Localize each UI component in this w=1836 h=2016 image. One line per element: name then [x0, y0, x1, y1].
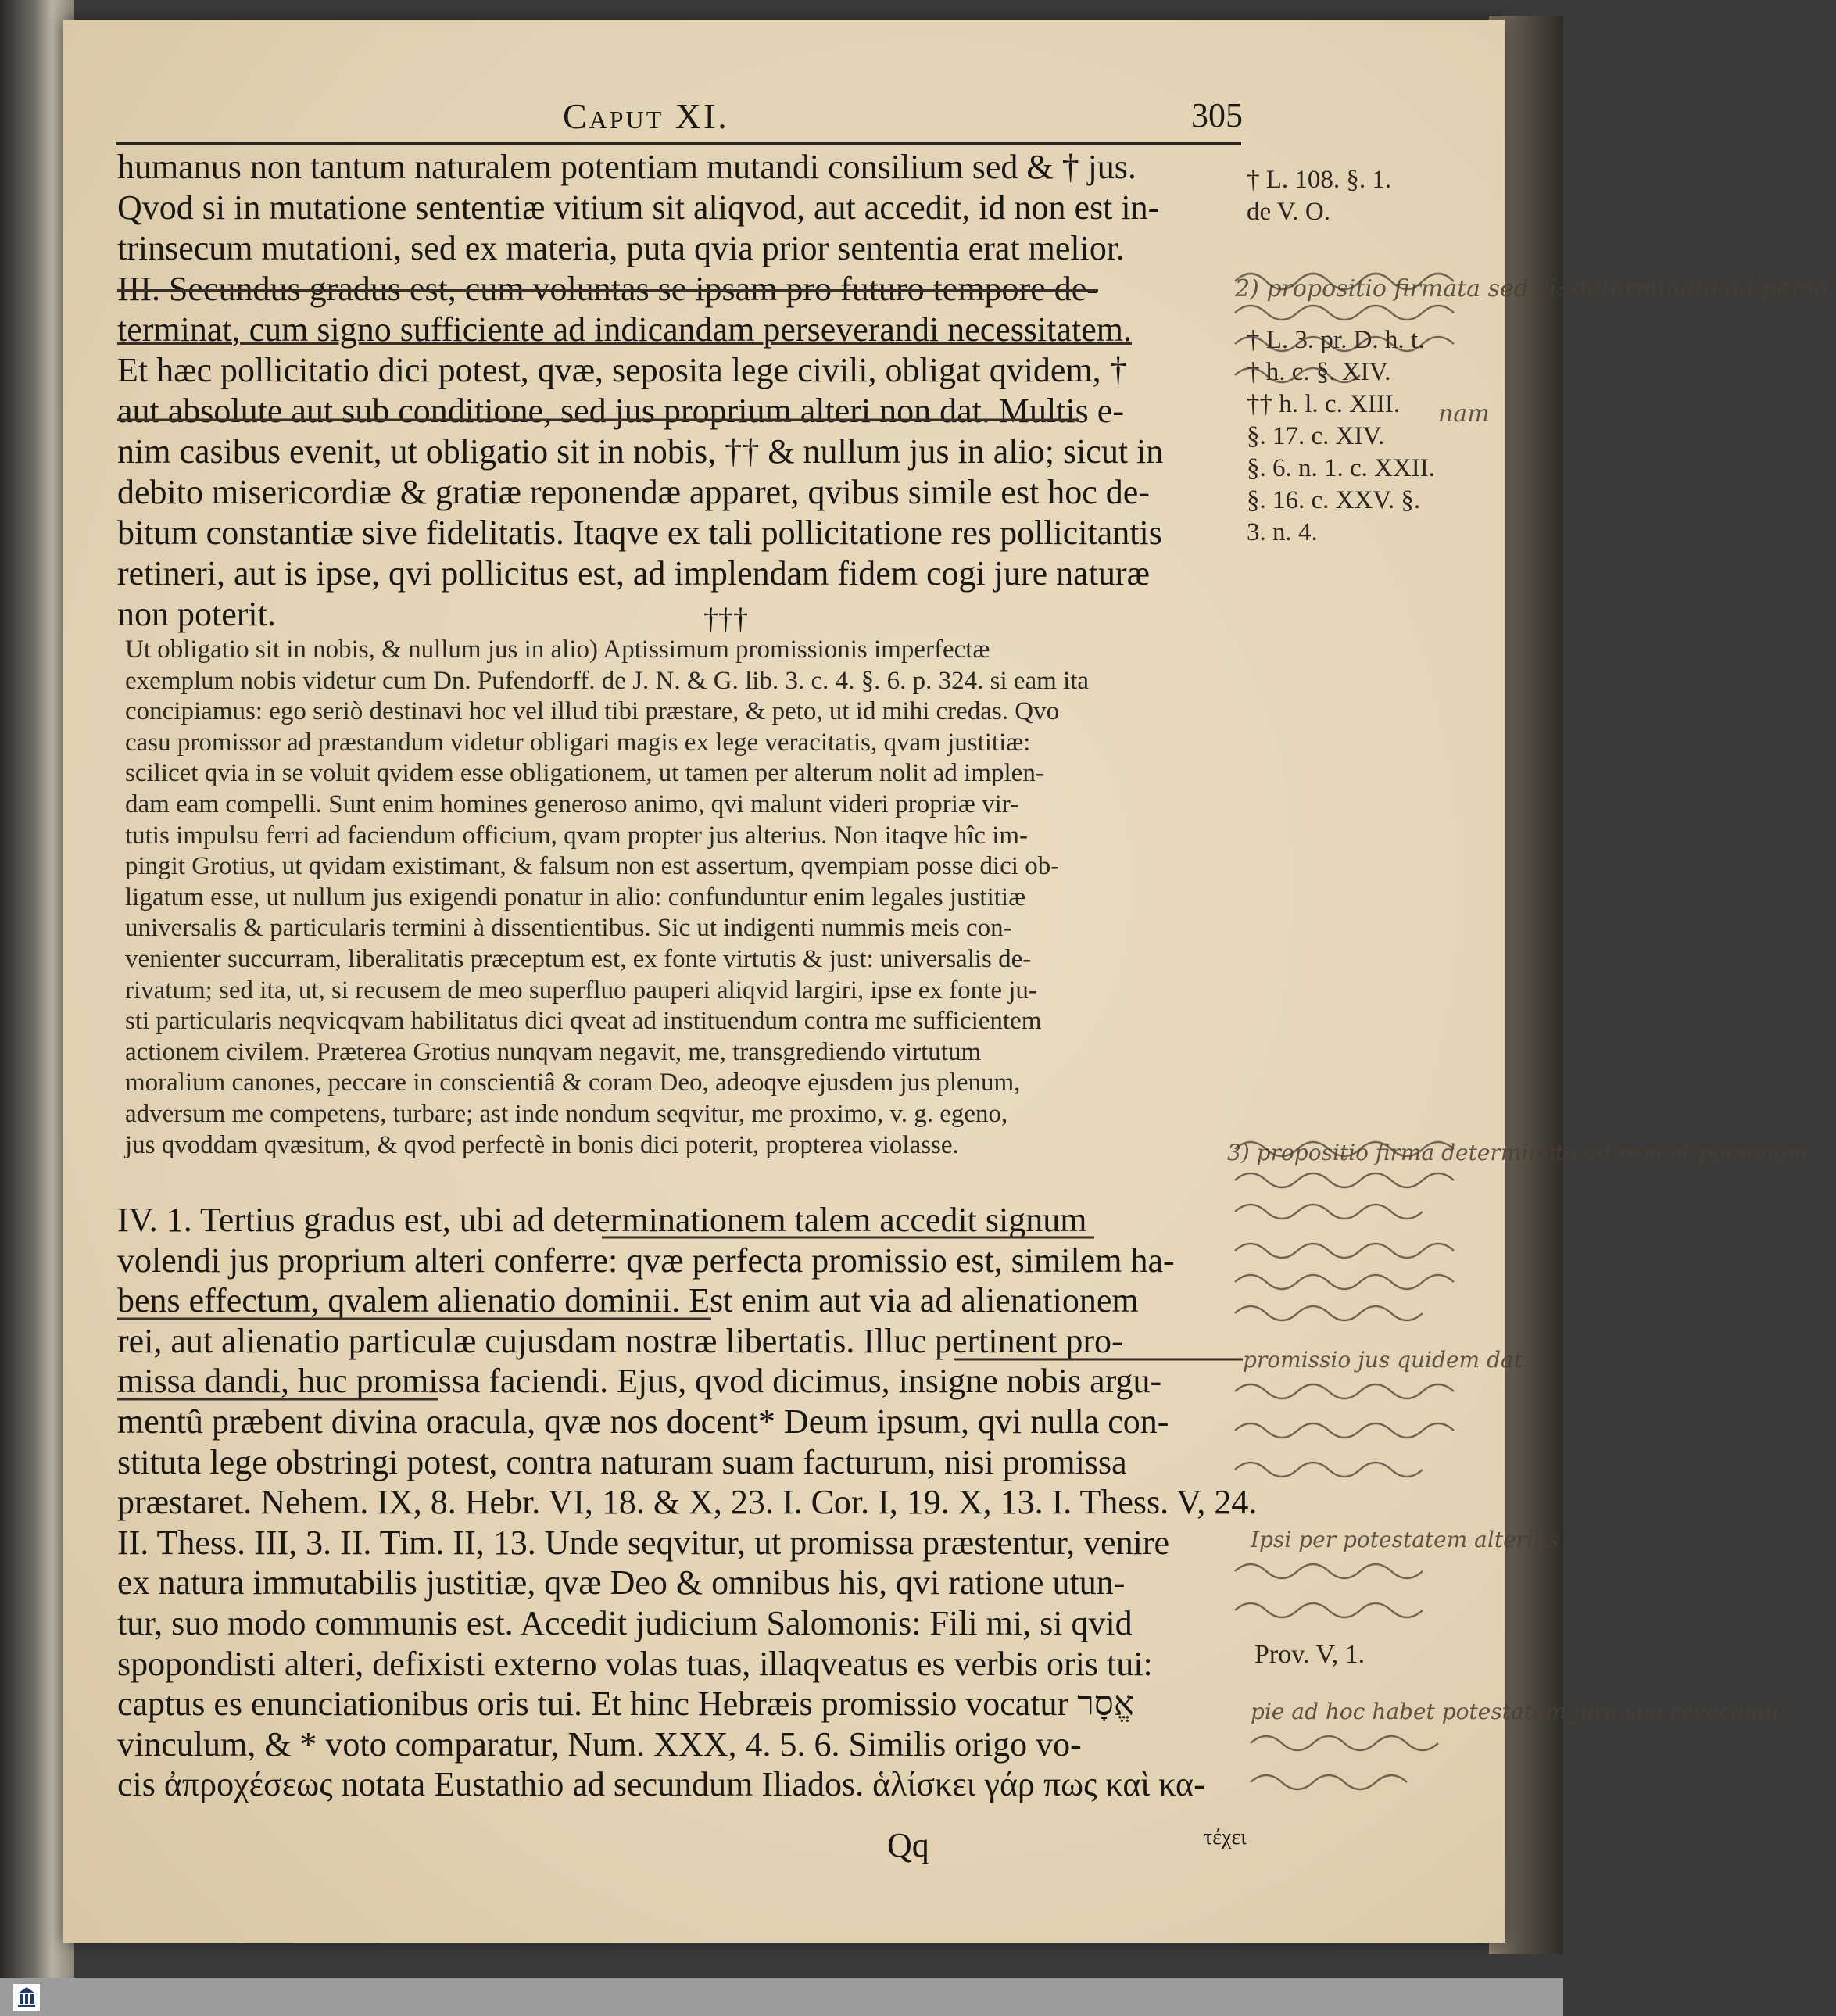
- library-logo: [12, 1982, 41, 2012]
- margin-note: † L. 108. §. 1.: [1247, 166, 1392, 194]
- catchword: Qq: [887, 1826, 929, 1864]
- text-line: captus es enunciationibus oris tui. Et hinc Hebræis promissio vocatur אֱסָר: [117, 1685, 1135, 1724]
- footnote-block: [125, 635, 1235, 1161]
- text-line: II. Thess. III, 3. II. Tim. II, 13. Unde seqvitur, ut promissa præstentur, venire: [117, 1523, 1170, 1562]
- printed-marginalia: [1247, 164, 1481, 549]
- note-line: Ut obligatio sit in nobis, & nullum jus in alio) Aptissimum promissionis imperfectæ: [125, 636, 990, 664]
- text-line: vinculum, & * voto comparatur, Num. XXX, 4. 5. 6. Similis origo vo-: [117, 1724, 1082, 1764]
- text-line: rei, aut alienatio particulæ cujusdam nostræ libertatis. Illuc pertinent pro-: [117, 1321, 1123, 1360]
- page-number: 305: [1191, 96, 1243, 134]
- margin-note: [1247, 228, 1481, 260]
- text-line: IV. 1. Tertius gradus est, ubi ad determinationem talem accedit signum: [117, 1201, 1087, 1239]
- dagger-marks: †††: [703, 603, 748, 636]
- note-line: tutis impulsu ferri ad faciendum officium, qvam propter jus alterius. Non itaqve hîc im-: [125, 821, 1029, 850]
- handwritten-note: pie ad hoc habet potestatem jura sua revocandi: [1251, 1699, 1780, 1724]
- note-line: universalis & particularis termini à dissentientibus. Sic ut indigenti nummis meis con-: [125, 914, 1012, 943]
- note-line: sti particularis neqvicqvam habilitatus dici qveat ad instituendum contra me sufficientem: [125, 1007, 1042, 1036]
- margin-note: §. 6. n. 1. c. XXII.: [1247, 454, 1436, 482]
- chapter-title: Caput XI.: [563, 96, 729, 136]
- note-line: adversum me competens, turbare; ast inde nondum seqvitur, me proximo, v. g. egeno,: [125, 1099, 1008, 1128]
- note-line: exemplum nobis videtur cum Dn. Pufendorff. de J. N. & G. lib. 3. c. 4. §. 6. p. 324. si eam ita: [125, 666, 1090, 695]
- text-line: Et hæc pollicitatio dici potest, qvæ, seposita lege civili, obligat qvidem, †: [117, 351, 1127, 389]
- handwritten-note: 3) propositio firma determinata ad rem et personam: [1227, 1140, 1808, 1166]
- margin-note: §. 17. c. XIV.: [1247, 422, 1385, 450]
- margin-note: de V. O.: [1247, 198, 1330, 226]
- note-line: ligatum esse, ut nullum jus exigendi ponatur in alio: confunduntur enim legales justitiæ: [125, 883, 1026, 911]
- handwritten-note: 2) propositio firmata sed ci: determinata ad perso-: [1235, 275, 1836, 303]
- text-line: III. Secundus gradus est, cum voluntas se ipsam pro futuro tempore de-: [117, 270, 1098, 308]
- text-line: volendi jus proprium alteri conferre: qvæ perfecta promissio est, similem ha-: [117, 1241, 1175, 1280]
- margin-reference: Prov. V, 1.: [1254, 1640, 1365, 1669]
- text-line: terminat, cum signo sufficiente ad indicandam perseverandi necessitatem.: [117, 310, 1132, 349]
- text-line: præstaret. Nehem. IX, 8. Hebr. VI, 18. & X, 23. I. Cor. I, 19. X, 13. I. Thess. V, 24.: [117, 1483, 1258, 1522]
- note-line: moralium canones, peccare in conscientiâ & coram Deo, adeoqve ejusdem jus plenum,: [125, 1069, 1021, 1098]
- text-line: spopondisti alteri, defixisti externo volas tuas, illaqveatus es verbis oris tui:: [117, 1644, 1153, 1683]
- margin-note: 3. n. 4.: [1247, 518, 1318, 546]
- note-line: scilicet qvia in se voluit qvidem esse obligationem, ut tamen per alterum nolit ad implen-: [125, 759, 1044, 788]
- text-line: bitum constantiæ sive fidelitatis. Itaqve ex tali pollicitatione res pollicitantis: [117, 514, 1162, 552]
- text-line: debito misericordiæ & gratiæ reponendæ apparet, qvibus simile est hoc de-: [117, 473, 1150, 511]
- margin-note: † L. 3. pr. D. h. t.: [1247, 326, 1425, 354]
- text-line: missa dandi, huc promissa faciendi. Ejus, qvod dicimus, insigne nobis argu-: [117, 1362, 1162, 1401]
- viewer-bottom-bar: [0, 1978, 1563, 2016]
- text-line: stituta lege obstringi potest, contra naturam suam facturum, nisi promissa: [117, 1442, 1127, 1481]
- text-line: trinsecum mutationi, sed ex materia, puta qvia prior sententia erat melior.: [117, 229, 1126, 267]
- text-line: mentû præbent divina oracula, qvæ nos docent* Deum ipsum, qvi nulla con-: [117, 1402, 1169, 1441]
- text-line: nim casibus evenit, ut obligatio sit in nobis, †† & nullum jus in alio; sicut in: [117, 432, 1164, 471]
- note-line: dam eam compelli. Sunt enim homines generoso animo, qvi malunt videri propriæ vir-: [125, 790, 1019, 818]
- text-line: tur, suo modo communis est. Accedit judicium Salomonis: Fili mi, si qvid: [117, 1603, 1133, 1642]
- note-line: actionem civilem. Præterea Grotius nunqvam negavit, me, transgrediendo virtutum: [125, 1037, 982, 1066]
- text-line: cis ἀπροχέσεως notata Eustathio ad secundum Iliados. ἁλίσκει γάρ πως καὶ κα-: [117, 1765, 1205, 1804]
- text-line: bens effectum, qvalem alienatio dominii. Est enim aut via ad alienationem: [117, 1281, 1139, 1320]
- main-text-block-2: [117, 1200, 1258, 1805]
- main-text-block: [117, 147, 1243, 635]
- text-line: ex natura immutabilis justitiæ, qvæ Deo & omnibus his, qvi ratione utun-: [117, 1563, 1126, 1602]
- handwritten-note: promissio jus quidem dat: [1243, 1347, 1523, 1373]
- note-line: venienter succurram, liberalitatis præceptum est, ex fonte virtutis & just: universalis de-: [125, 944, 1032, 973]
- note-line: pingit Grotius, ut qvidam existimant, & falsum non est assertum, qvempiam posse dici ob-: [125, 852, 1060, 881]
- header-rule: [116, 142, 1241, 145]
- margin-note: † h. c. §. XIV.: [1247, 358, 1391, 386]
- text-line: non poterit.: [117, 595, 276, 633]
- handwritten-note: Ipsi per potestatem alterius: [1251, 1527, 1559, 1552]
- page-header: [117, 95, 1243, 142]
- handwritten-note: nam: [1438, 400, 1490, 428]
- text-line: retineri, aut is ipse, qvi pollicitus est, ad implendam fidem cogi jure naturæ: [117, 554, 1150, 593]
- note-line: rivatum; sed ita, ut, si recusem de meo superfluo pauperi aliqvid largiri, ipse ex fonte ju-: [125, 976, 1037, 1004]
- margin-note: †† h. l. c. XIII.: [1247, 390, 1401, 418]
- note-line: casu promissor ad præstandum videtur obligari magis ex lege veracitatis, qvam justitiæ:: [125, 728, 1031, 757]
- margin-note: §. 16. c. XXV. §.: [1247, 486, 1421, 514]
- text-line: humanus non tantum naturalem potentiam mutandi consilium sed & † jus.: [117, 148, 1136, 186]
- text-line: aut absolute aut sub conditione, sed jus proprium alteri non dat. Multis e-: [117, 392, 1124, 430]
- catchword-tail: τέχει: [1204, 1825, 1247, 1849]
- note-line: jus qvoddam qvæsitum, & qvod perfectè in bonis dici poterit, propterea violasse.: [125, 1130, 959, 1159]
- text-line: Qvod si in mutatione sententiæ vitium sit aliqvod, aut accedit, id non est in-: [117, 188, 1160, 227]
- note-line: concipiamus: ego seriò destinavi hoc vel illud tibi præstare, & peto, ut id mihi credas. Qvo: [125, 697, 1060, 726]
